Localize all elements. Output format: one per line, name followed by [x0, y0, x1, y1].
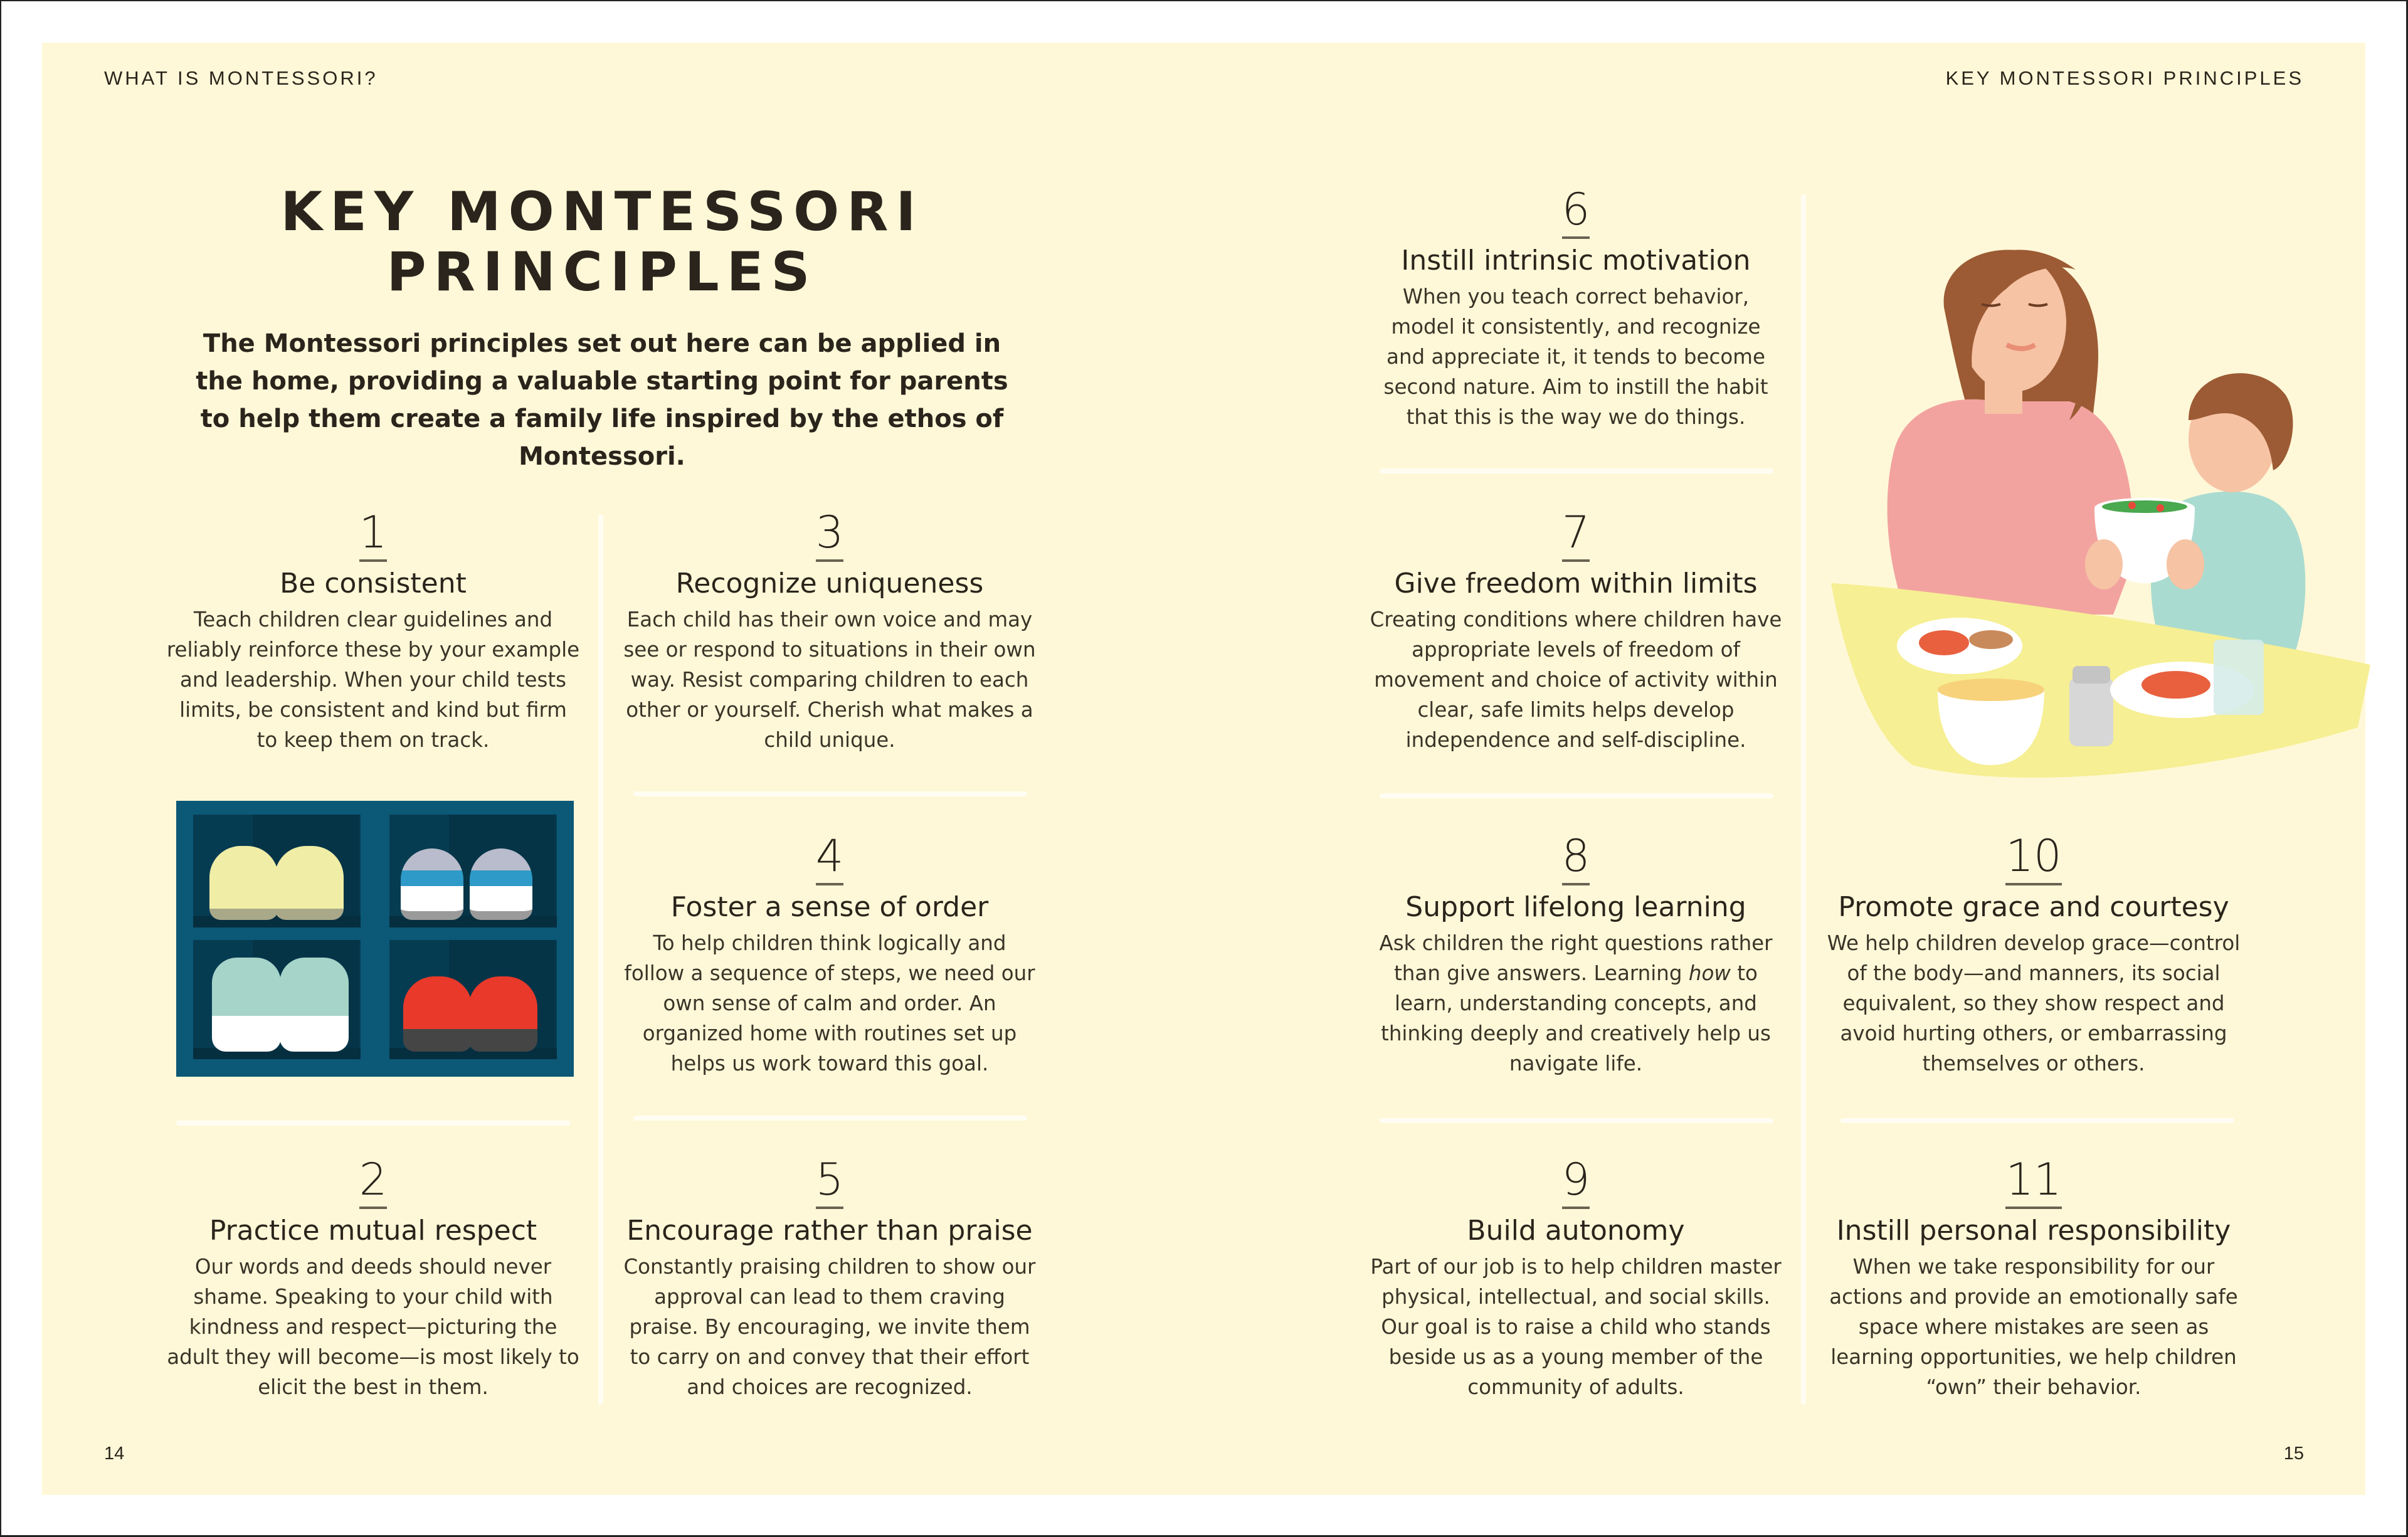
principle-body: Part of our job is to help children master physical, intellectual, and social skills. Our goal is to raise a child who stands beside us as a young member of the community of adults. [1370, 1255, 1782, 1399]
principle-8 [1369, 832, 1783, 1079]
principle-number: 1 [359, 508, 388, 562]
shoe-cubby-illustration [176, 801, 574, 1077]
principle-6 [1369, 185, 1783, 432]
principle-heading: Foster a sense of order [670, 891, 989, 923]
principle-body: Constantly praising children to show our approval can lead to them craving praise. By encouraging, we invite them to carry on and convey that their effort and choices are recognized. [623, 1255, 1036, 1399]
principle-10 [1827, 832, 2241, 1079]
family-meal-svg [1819, 213, 2370, 796]
principle-heading: Give freedom within limits [1394, 568, 1758, 599]
principle-3 [623, 508, 1037, 755]
principle-number: 2 [359, 1155, 388, 1209]
page-title [226, 182, 978, 302]
principle-heading: Instill intrinsic motivation [1401, 245, 1751, 277]
section-divider [633, 791, 1027, 796]
principle-body: We help children develop grace—control of the body—and manners, its social equivalent, so they show respect and avoid hurting others, or embarrassing themselves or others. [1827, 931, 2241, 1075]
section-divider [1380, 793, 1773, 798]
column-divider [598, 514, 603, 1405]
right-page-number: 15 [2283, 1444, 2304, 1464]
principle-9 [1369, 1155, 1783, 1402]
principle-1 [166, 508, 580, 755]
principle-body-pre: Ask children the right questions rather than give answers. Learning [1379, 931, 1773, 985]
principle-body: When we take responsibility for our actions and provide an emotionally safe space where mistakes are seen as learning opportunities, we help children “own” their behavior. [1829, 1255, 2238, 1399]
intro-paragraph: The Montessori principles set out here can be applied in the home, providing a valuable starting point for parents to help them create a family life inspired by the ethos of Montessori. [196, 329, 1008, 471]
page-frame-left [0, 0, 1, 1537]
section-divider [1380, 468, 1773, 473]
page-frame-top [0, 0, 2408, 1]
section-divider [1380, 1118, 1773, 1123]
principle-heading: Promote grace and courtesy [1838, 891, 2229, 923]
cubby-cell [389, 815, 557, 927]
principle-body: Teach children clear guidelines and reliably reinforce these by your example and leadership. When your child tests limits, be consistent and kind but firm to keep them on track. [166, 608, 580, 752]
principle-5 [623, 1155, 1037, 1402]
principle-heading: Instill personal responsibility [1836, 1215, 2231, 1247]
principle-body: Creating conditions where children have appropriate levels of freedom of movement and choice of activity within clear, safe limits helps develop independence and self-discipline. [1370, 608, 1782, 752]
cubby-cell [389, 940, 557, 1059]
principle-body: Our words and deeds should never shame. Speaking to your child with kindness and respect—picturing the adult they will become—is most likely to elicit the best in them. [167, 1255, 579, 1399]
cubby-cell [193, 815, 361, 927]
cubby-cell [193, 940, 361, 1059]
principle-body: Each child has their own voice and may see or respond to situations in their own way. Resist comparing children to each other or yourself. Cherish what makes a child unique. [623, 608, 1036, 752]
principle-7 [1369, 508, 1783, 755]
section-divider [1840, 1118, 2234, 1123]
section-divider [176, 1121, 570, 1126]
yellow-shoe [275, 846, 344, 920]
principle-heading: Recognize uniqueness [675, 568, 984, 599]
blue-sneaker [401, 848, 463, 920]
column-divider [1801, 194, 1806, 1405]
principle-body [1369, 928, 1783, 1079]
principle-body: To help children think logically and follow a sequence of steps, we need our own sense of calm and order. An organized home with routines set up helps us work toward this goal. [624, 931, 1035, 1075]
principle-body: When you teach correct behavior, model it consistently, and recognize and appreciate it, it tends to become second nature. Aim to instill the habit that this is the way we do things. [1383, 285, 1768, 429]
principle-number: 4 [816, 832, 844, 885]
principle-heading: Build autonomy [1467, 1215, 1685, 1247]
principle-heading: Encourage rather than praise [626, 1215, 1033, 1247]
principle-number: 11 [2005, 1155, 2061, 1209]
page-title-line1: KEY MONTESSORI [280, 181, 924, 243]
principle-number: 9 [1562, 1155, 1590, 1209]
principle-11 [1827, 1155, 2241, 1402]
principle-body-post: to learn, understanding concepts, and thinking deeply and creatively help us navigate life. [1381, 961, 1771, 1075]
left-page-number: 14 [104, 1444, 125, 1464]
principle-number: 7 [1562, 508, 1590, 562]
right-running-head: KEY MONTESSORI PRINCIPLES [1945, 67, 2304, 89]
mint-high-top [212, 958, 281, 1052]
principle-heading: Be consistent [280, 568, 467, 599]
red-shoe [403, 976, 472, 1052]
principle-number: 5 [816, 1155, 844, 1209]
principle-number: 8 [1562, 832, 1590, 885]
principle-number: 6 [1562, 185, 1590, 239]
principle-2 [166, 1155, 580, 1402]
mint-high-top [280, 958, 349, 1052]
principle-body-emphasis: how [1688, 961, 1731, 985]
section-divider [633, 1116, 1027, 1121]
principle-number: 3 [816, 508, 844, 562]
principle-heading: Support lifelong learning [1405, 891, 1746, 923]
red-shoe [468, 976, 537, 1052]
family-meal-illustration [1819, 213, 2370, 796]
blue-sneaker [470, 848, 532, 920]
principle-4 [623, 832, 1037, 1079]
principle-number: 10 [2005, 832, 2061, 885]
principle-heading: Practice mutual respect [209, 1215, 537, 1247]
page-title-line2: PRINCIPLES [386, 241, 818, 304]
yellow-shoe [209, 846, 278, 920]
left-running-head: WHAT IS MONTESSORI? [104, 67, 378, 89]
